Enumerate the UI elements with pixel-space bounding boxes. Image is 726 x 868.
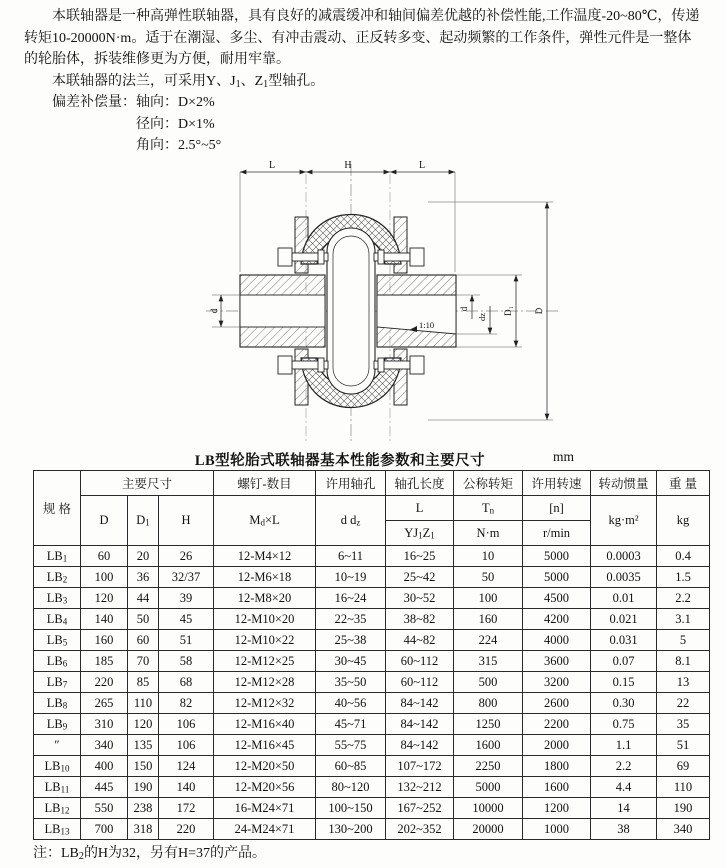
header-weight: 重 量 — [657, 471, 710, 496]
value-cell: 39 — [159, 588, 214, 609]
header-weight-unit: kg — [657, 496, 710, 546]
value-cell: 106 — [159, 714, 214, 735]
value-cell: 16-M24×71 — [214, 798, 316, 819]
header-speed-symbol: [n] — [523, 496, 591, 521]
value-cell: 400 — [81, 756, 128, 777]
value-cell: 4500 — [523, 588, 591, 609]
value-cell: 5 — [657, 630, 710, 651]
value-cell: 120 — [128, 714, 159, 735]
value-cell: 500 — [454, 672, 523, 693]
value-cell: 340 — [81, 735, 128, 756]
value-cell: 2.2 — [591, 756, 657, 777]
value-cell: 2250 — [454, 756, 523, 777]
compensation-items — [136, 92, 221, 157]
value-cell: 84~142 — [386, 693, 454, 714]
value-cell: 1600 — [454, 735, 523, 756]
spec-cell: $LB_2$ — [34, 567, 81, 588]
table-row — [34, 672, 710, 693]
value-cell: 2.2 — [657, 588, 710, 609]
value-cell: 26 — [159, 546, 214, 567]
value-cell: 60~112 — [386, 651, 454, 672]
header-torque-symbol: $T_n$ — [454, 496, 523, 521]
table-row — [34, 714, 710, 735]
value-cell: 0.07 — [591, 651, 657, 672]
value-cell: 140 — [81, 609, 128, 630]
value-cell: 40~56 — [316, 693, 386, 714]
left-shaft-bore — [240, 295, 325, 327]
value-cell: 220 — [81, 672, 128, 693]
header-inertia: 转动惯量 — [591, 471, 657, 496]
compensation-angular: 角向：2.5°~5° — [136, 138, 222, 153]
value-cell: 315 — [454, 651, 523, 672]
header-H: H — [159, 496, 214, 546]
value-cell: 132~212 — [386, 777, 454, 798]
value-cell: 12-M16×45 — [214, 735, 316, 756]
value-cell: 2000 — [523, 735, 591, 756]
intro-section — [24, 6, 704, 157]
value-cell: 5000 — [454, 777, 523, 798]
spec-table-body — [34, 546, 710, 840]
header-bore-length: 轴孔长度 — [386, 471, 454, 496]
value-cell: 185 — [81, 651, 128, 672]
coupling-cross-section-drawing — [106, 156, 566, 448]
value-cell: 140 — [159, 777, 214, 798]
value-cell: 130~200 — [316, 819, 386, 840]
value-cell: 1600 — [523, 777, 591, 798]
compensation-axial: 轴向：D×2% — [136, 95, 215, 110]
coupling-diagram — [0, 156, 726, 448]
value-cell: 12-M6×18 — [214, 567, 316, 588]
value-cell: 220 — [159, 819, 214, 840]
spec-cell: $LB_9$ — [34, 714, 81, 735]
value-cell: 20000 — [454, 819, 523, 840]
value-cell: 3.1 — [657, 609, 710, 630]
table-row — [34, 756, 710, 777]
header-D1: $D_1$ — [128, 496, 159, 546]
dim-label-L-right: L — [418, 160, 426, 171]
value-cell: 22~35 — [316, 609, 386, 630]
value-cell: 84~142 — [386, 714, 454, 735]
value-cell: 120 — [81, 588, 128, 609]
value-cell: 60~85 — [316, 756, 386, 777]
value-cell: 50 — [128, 609, 159, 630]
value-cell: 68 — [159, 672, 214, 693]
value-cell: 1.5 — [657, 567, 710, 588]
value-cell: 12-M16×40 — [214, 714, 316, 735]
header-screw-spec: $M_d\times L$ — [214, 496, 316, 546]
value-cell: 445 — [81, 777, 128, 798]
value-cell: 0.031 — [591, 630, 657, 651]
table-row — [34, 735, 710, 756]
value-cell: 38~82 — [386, 609, 454, 630]
footnote: 注：$LB_2$的H为32，另有H=37的产品。 — [33, 846, 267, 862]
intro-paragraph-2: 本联轴器的法兰，可采用Y、$J_1$、$Z_1$型轴孔。 — [52, 73, 325, 90]
value-cell: 44 — [128, 588, 159, 609]
value-cell: 202~352 — [386, 819, 454, 840]
spec-cell: $LB_8$ — [34, 693, 81, 714]
value-cell: 1250 — [454, 714, 523, 735]
value-cell: 38 — [591, 819, 657, 840]
value-cell: 800 — [454, 693, 523, 714]
value-cell: 4.4 — [591, 777, 657, 798]
value-cell: 310 — [81, 714, 128, 735]
value-cell: 160 — [454, 609, 523, 630]
table-row — [34, 693, 710, 714]
spec-table — [33, 470, 710, 840]
value-cell: 70 — [128, 651, 159, 672]
value-cell: 12-M20×50 — [214, 756, 316, 777]
value-cell: 45 — [159, 609, 214, 630]
value-cell: 60~112 — [386, 672, 454, 693]
table-row — [34, 588, 710, 609]
value-cell: 12-M20×56 — [214, 777, 316, 798]
table-row — [34, 819, 710, 840]
value-cell: 3600 — [523, 651, 591, 672]
spec-cell: $LB_6$ — [34, 651, 81, 672]
value-cell: 12-M4×12 — [214, 546, 316, 567]
value-cell: 700 — [81, 819, 128, 840]
value-cell: 36 — [128, 567, 159, 588]
table-row — [34, 546, 710, 567]
value-cell: 25~38 — [316, 630, 386, 651]
dim-label-dz: dz — [477, 312, 487, 322]
value-cell: 35~50 — [316, 672, 386, 693]
value-cell: 0.4 — [657, 546, 710, 567]
spec-cell: $LB_{11}$ — [34, 777, 81, 798]
header-bore-length-L: L — [386, 496, 454, 521]
value-cell: 12-M8×20 — [214, 588, 316, 609]
value-cell: 100 — [454, 588, 523, 609]
table-row — [34, 567, 710, 588]
value-cell: 24-M24×71 — [214, 819, 316, 840]
value-cell: 84~142 — [386, 735, 454, 756]
value-cell: 12-M12×32 — [214, 693, 316, 714]
header-speed: 许用转速 — [523, 471, 591, 496]
value-cell: 0.01 — [591, 588, 657, 609]
value-cell: 0.30 — [591, 693, 657, 714]
value-cell: 160 — [81, 630, 128, 651]
value-cell: 69 — [657, 756, 710, 777]
table-row — [34, 630, 710, 651]
value-cell: 80~120 — [316, 777, 386, 798]
header-torque: 公称转矩 — [454, 471, 523, 496]
value-cell: 55~75 — [316, 735, 386, 756]
spec-cell: $LB_{13}$ — [34, 819, 81, 840]
value-cell: 190 — [657, 798, 710, 819]
compensation-radial: 径向：D×1% — [136, 116, 215, 132]
spec-cell: $LB_7$ — [34, 672, 81, 693]
compensation-label: 偏差补偿量： — [52, 95, 136, 110]
value-cell: 135 — [128, 735, 159, 756]
value-cell: 35 — [657, 714, 710, 735]
value-cell: 0.0003 — [591, 546, 657, 567]
value-cell: 172 — [159, 798, 214, 819]
table-unit-label: mm — [553, 449, 575, 464]
table-caption-row — [0, 449, 726, 469]
value-cell: 100~150 — [316, 798, 386, 819]
spec-cell: $LB_1$ — [34, 546, 81, 567]
value-cell: 238 — [128, 798, 159, 819]
header-bore-types: $YJ_1Z_1$ — [386, 521, 454, 546]
value-cell: 100 — [81, 567, 128, 588]
dim-label-H: H — [344, 160, 352, 171]
value-cell: 10 — [454, 546, 523, 567]
header-screws: 螺钉-数目 — [214, 471, 316, 496]
hub-sleeve-outer — [327, 228, 375, 394]
value-cell: 318 — [128, 819, 159, 840]
value-cell: 85 — [128, 672, 159, 693]
value-cell: 1000 — [523, 819, 591, 840]
value-cell: 30~52 — [386, 588, 454, 609]
value-cell: 6~11 — [316, 546, 386, 567]
table-row — [34, 777, 710, 798]
value-cell: 1.1 — [591, 735, 657, 756]
value-cell: 13 — [657, 672, 710, 693]
value-cell: 16~25 — [386, 546, 454, 567]
spec-cell: ″ — [34, 735, 81, 756]
value-cell: 0.0035 — [591, 567, 657, 588]
value-cell: 25~42 — [386, 567, 454, 588]
value-cell: 10000 — [454, 798, 523, 819]
spec-cell: $LB_4$ — [34, 609, 81, 630]
table-row — [34, 609, 710, 630]
value-cell: 550 — [81, 798, 128, 819]
value-cell: 32/37 — [159, 567, 214, 588]
value-cell: 20 — [128, 546, 159, 567]
spec-cell: $LB_{10}$ — [34, 756, 81, 777]
header-D: D — [81, 496, 128, 546]
header-inertia-unit: kg·m² — [591, 496, 657, 546]
header-bore-symbols: d $d_z$ — [316, 496, 386, 546]
value-cell: 1200 — [523, 798, 591, 819]
spec-cell: $LB_3$ — [34, 588, 81, 609]
value-cell: 12-M12×28 — [214, 672, 316, 693]
value-cell: 5000 — [523, 546, 591, 567]
value-cell: 12-M10×22 — [214, 630, 316, 651]
value-cell: 2200 — [523, 714, 591, 735]
value-cell: 8.1 — [657, 651, 710, 672]
table-caption: LB型轮胎式联轴器基本性能参数和主要尺寸 — [194, 453, 486, 469]
value-cell: 265 — [81, 693, 128, 714]
taper-label: 1:10 — [419, 320, 435, 330]
value-cell: 3200 — [523, 672, 591, 693]
value-cell: 51 — [657, 735, 710, 756]
header-speed-unit: r/min — [523, 521, 591, 546]
dim-label-d-left: d — [209, 308, 219, 314]
dim-label-D1: D₁ — [503, 306, 513, 316]
value-cell: 60 — [128, 630, 159, 651]
value-cell: 1800 — [523, 756, 591, 777]
table-row — [34, 798, 710, 819]
value-cell: 107~172 — [386, 756, 454, 777]
dim-label-d-right: d — [459, 306, 469, 312]
value-cell: 190 — [128, 777, 159, 798]
value-cell: 124 — [159, 756, 214, 777]
value-cell: 22 — [657, 693, 710, 714]
value-cell: 224 — [454, 630, 523, 651]
value-cell: 10~19 — [316, 567, 386, 588]
value-cell: 106 — [159, 735, 214, 756]
value-cell: 30~45 — [316, 651, 386, 672]
value-cell: 2600 — [523, 693, 591, 714]
value-cell: 51 — [159, 630, 214, 651]
value-cell: 60 — [81, 546, 128, 567]
value-cell: 4200 — [523, 609, 591, 630]
dim-label-D: D — [534, 307, 544, 315]
header-spec: 规 格 — [34, 471, 81, 546]
value-cell: 0.15 — [591, 672, 657, 693]
compensation-block — [52, 92, 704, 157]
value-cell: 82 — [159, 693, 214, 714]
value-cell: 4000 — [523, 630, 591, 651]
value-cell: 110 — [128, 693, 159, 714]
intro-paragraph-1: 本联轴器是一种高弹性联轴器，具有良好的减震缓冲和轴间偏差优越的补偿性能,工作温度-20~80℃，传递转矩10-20000N·m。适于在潮湿、多尘、有冲击震动、正反转多变、起动频繁的工作条件，弹性元件是一整体的轮胎体，拆装维修更为方便，耐用牢靠。 — [24, 9, 700, 67]
spec-table-header — [34, 471, 710, 546]
value-cell: 45~71 — [316, 714, 386, 735]
table-row — [34, 651, 710, 672]
value-cell: 340 — [657, 819, 710, 840]
value-cell: 12-M10×20 — [214, 609, 316, 630]
value-cell: 167~252 — [386, 798, 454, 819]
value-cell: 50 — [454, 567, 523, 588]
value-cell: 0.021 — [591, 609, 657, 630]
spec-cell: $LB_{12}$ — [34, 798, 81, 819]
value-cell: 0.75 — [591, 714, 657, 735]
value-cell: 44~82 — [386, 630, 454, 651]
value-cell: 12-M12×25 — [214, 651, 316, 672]
dim-label-L-left: L — [268, 160, 276, 171]
value-cell: 110 — [657, 777, 710, 798]
header-torque-unit: N·m — [454, 521, 523, 546]
value-cell: 150 — [128, 756, 159, 777]
header-bore: 许用轴孔 — [316, 471, 386, 496]
spec-cell: $LB_5$ — [34, 630, 81, 651]
value-cell: 5000 — [523, 567, 591, 588]
header-main-dims: 主要尺寸 — [81, 471, 214, 496]
value-cell: 14 — [591, 798, 657, 819]
value-cell: 58 — [159, 651, 214, 672]
value-cell: 16~24 — [316, 588, 386, 609]
